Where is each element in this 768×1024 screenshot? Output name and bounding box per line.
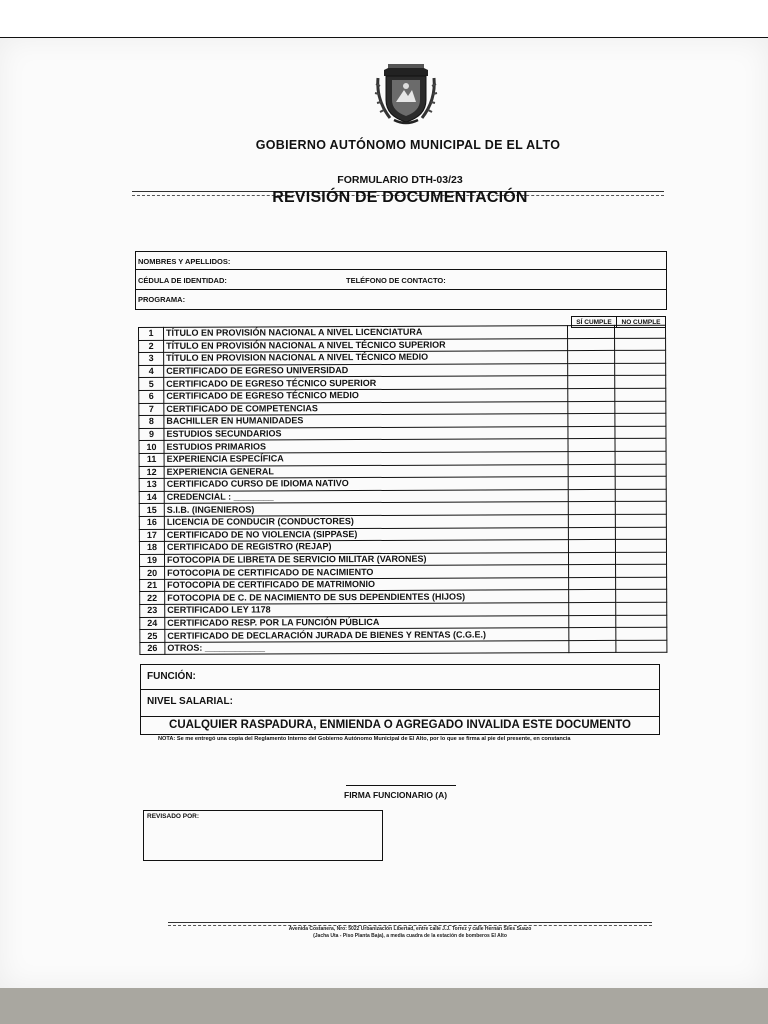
yes-checkbox-cell: [569, 602, 616, 615]
no-checkbox-cell: [615, 552, 666, 565]
no-checkbox-cell: [615, 451, 666, 464]
footer-address-line2: (Jacha Uta - Piso Planta Baja), a media cuadra de la estación de bomberos El Alto: [313, 932, 507, 939]
item-description: ESTUDIOS PRIMARIOS: [164, 439, 568, 453]
item-description: CERTIFICADO DE EGRESO UNIVERSIDAD: [164, 363, 568, 377]
yes-checkbox-cell: [568, 540, 615, 553]
document-title: REVISIÓN DE DOCUMENTACIÓN: [272, 189, 528, 206]
function-field: [140, 664, 660, 690]
yes-checkbox-cell: [568, 514, 615, 527]
no-checkbox-cell: [616, 577, 667, 590]
no-checkbox-cell: [615, 350, 666, 363]
municipal-seal-icon: [374, 56, 438, 126]
item-number: 9: [139, 428, 164, 441]
names-field-label: NOMBRES Y APELLIDOS:: [138, 257, 231, 266]
reviewed-by-label: REVISADO POR:: [147, 813, 200, 820]
no-checkbox-cell: [615, 426, 666, 439]
yes-checkbox-cell: [568, 527, 615, 540]
salary-field: [140, 689, 660, 717]
item-number: 24: [140, 617, 165, 630]
reviewed-by-box: [143, 810, 383, 861]
item-description: FOTOCOPIA DE C. DE NACIMIENTO DE SUS DEPENDIENTES (HIJOS): [165, 590, 569, 604]
item-description: CERTIFICADO DE REGISTRO (REJAP): [164, 540, 568, 554]
yes-checkbox-cell: [569, 615, 616, 628]
item-number: 14: [139, 491, 164, 504]
program-field-label: PROGRAMA:: [138, 295, 186, 304]
no-checkbox-cell: [615, 388, 666, 401]
item-number: 6: [139, 390, 164, 403]
signature-label: FIRMA FUNCIONARIO (A): [344, 790, 448, 800]
no-checkbox-cell: [615, 413, 666, 426]
id-field-label: CÉDULA DE IDENTIDAD:: [138, 276, 227, 285]
yes-checkbox-cell: [568, 489, 615, 502]
no-checkbox-cell: [616, 627, 667, 640]
no-checkbox-cell: [615, 338, 666, 351]
yes-checkbox-cell: [568, 363, 615, 376]
no-checkbox-cell: [615, 514, 666, 527]
item-description: FOTOCOPIA DE CERTIFICADO DE MATRIMONIO: [165, 577, 569, 591]
no-checkbox-cell: [615, 464, 666, 477]
item-number: 26: [140, 642, 165, 655]
no-checkbox-cell: [615, 363, 666, 376]
salary-label: NIVEL SALARIAL:: [147, 696, 233, 707]
no-checkbox-cell: [615, 376, 666, 389]
no-checkbox-cell: [616, 615, 667, 628]
yes-checkbox-cell: [568, 502, 615, 515]
item-description: CERTIFICADO DE COMPETENCIAS: [164, 401, 568, 415]
function-label: FUNCIÓN:: [147, 671, 196, 682]
yes-checkbox-cell: [568, 477, 615, 490]
item-description: CERTIFICADO DE DECLARACIÓN JURADA DE BIENES Y RENTAS (C.G.E.): [165, 628, 569, 642]
footer-address: [170, 926, 650, 939]
item-number: 1: [139, 327, 164, 340]
form-code: FORMULARIO DTH-03/23: [337, 174, 463, 186]
yes-checkbox-cell: [568, 426, 615, 439]
item-number: 15: [139, 504, 164, 517]
yes-checkbox-cell: [568, 338, 615, 351]
footer-address-line1: Avenida Costanera, Nro: 5022 Urbanización Libertad, entre calle J.J. Torrez y calle Hernán Siles Suazo: [288, 926, 532, 932]
no-checkbox-cell: [615, 439, 666, 452]
yes-checkbox-cell: [568, 376, 615, 389]
no-checkbox-cell: [616, 564, 667, 577]
item-description: ESTUDIOS SECUNDARIOS: [164, 426, 568, 440]
item-description: FOTOCOPIA DE CERTIFICADO DE NACIMIENTO: [165, 565, 569, 579]
item-description: TÍTULO EN PROVISION NACIONAL A NIVEL TÉCNICO MEDIO: [164, 351, 568, 365]
item-description: CERTIFICADO DE EGRESO TÉCNICO MEDIO: [164, 389, 568, 403]
signature-line: [346, 785, 456, 786]
item-number: 11: [139, 453, 164, 466]
item-description: S.I.B. (INGENIEROS): [164, 502, 568, 516]
no-checkbox-cell: [615, 502, 666, 515]
item-number: 10: [139, 441, 164, 454]
yes-checkbox-cell: [569, 577, 616, 590]
yes-checkbox-cell: [569, 565, 616, 578]
item-number: 5: [139, 378, 164, 391]
no-checkbox-cell: [615, 527, 666, 540]
no-checkbox-cell: [616, 640, 667, 653]
item-description: OTROS: ____________: [165, 640, 569, 654]
footer-rule: [168, 922, 652, 923]
item-number: 2: [139, 340, 164, 353]
item-description: CERTIFICADO DE EGRESO TÉCNICO SUPERIOR: [164, 376, 568, 390]
yes-checkbox-cell: [569, 628, 616, 641]
scan-bottom-margin: [0, 988, 768, 1024]
item-description: CERTIFICADO DE NO VIOLENCIA (SIPPASE): [164, 527, 568, 541]
checklist-table: [138, 325, 667, 656]
column-header-yes: SÍ CUMPLE: [571, 316, 617, 328]
item-number: 16: [139, 516, 164, 529]
item-number: 13: [139, 479, 164, 492]
item-number: 20: [140, 567, 165, 580]
item-number: 17: [139, 529, 164, 542]
column-header-no: NO CUMPLE: [616, 316, 666, 328]
item-number: 7: [139, 403, 164, 416]
yes-checkbox-cell: [568, 388, 615, 401]
item-description: CERTIFICADO LEY 1178: [165, 603, 569, 617]
yes-checkbox-cell: [569, 590, 616, 603]
yes-checkbox-cell: [568, 401, 615, 414]
yes-checkbox-cell: [568, 464, 615, 477]
item-number: 3: [139, 353, 164, 366]
checklist-row: [140, 640, 667, 655]
item-description: CERTIFICADO CURSO DE IDIOMA NATIVO: [164, 477, 568, 491]
no-checkbox-cell: [615, 401, 666, 414]
no-checkbox-cell: [616, 602, 667, 615]
item-description: EXPERIENCIA ESPECÍFICA: [164, 452, 568, 466]
no-checkbox-cell: [615, 489, 666, 502]
yes-checkbox-cell: [568, 552, 615, 565]
item-description: BACHILLER EN HUMANIDADES: [164, 414, 568, 428]
yes-checkbox-cell: [568, 439, 615, 452]
yes-checkbox-cell: [568, 414, 615, 427]
item-number: 8: [139, 416, 164, 429]
item-description: TÍTULO EN PROVISIÓN NACIONAL A NIVEL LICENCIATURA: [164, 326, 568, 340]
item-description: CREDENCIAL : ________: [164, 489, 568, 503]
item-number: 25: [140, 630, 165, 643]
item-number: 19: [139, 554, 164, 567]
scan-top-margin: [0, 0, 768, 38]
no-checkbox-cell: [615, 539, 666, 552]
yes-checkbox-cell: [568, 451, 615, 464]
item-description: FOTOCOPIA DE LIBRETA DE SERVICIO MILITAR (VARONES): [164, 552, 568, 566]
yes-checkbox-cell: [569, 640, 616, 653]
item-number: 4: [139, 365, 164, 378]
no-checkbox-cell: [614, 325, 665, 338]
item-number: 12: [139, 466, 164, 479]
receipt-note: NOTA: Se me entregó una copia del Reglamento Interno del Gobierno Autónomo Municipal de El Alto, por lo que se firma al pie del presente, en constancia: [158, 736, 571, 742]
item-number: 18: [139, 541, 164, 554]
no-checkbox-cell: [616, 590, 667, 603]
item-description: CERTIFICADO RESP. POR LA FUNCIÓN PÚBLICA: [165, 615, 569, 629]
phone-field-label: TELÉFONO DE CONTACTO:: [346, 276, 446, 285]
item-description: TÍTULO EN PROVISIÓN NACIONAL A NIVEL TÉCNICO SUPERIOR: [164, 338, 568, 352]
item-number: 22: [140, 592, 165, 605]
no-checkbox-cell: [615, 476, 666, 489]
item-description: LICENCIA DE CONDUCIR (CONDUCTORES): [164, 515, 568, 529]
invalidation-warning: CUALQUIER RASPADURA, ENMIENDA O AGREGADO INVALIDA ESTE DOCUMENTO: [140, 716, 660, 735]
yes-checkbox-cell: [567, 325, 614, 338]
yes-checkbox-cell: [568, 351, 615, 364]
item-description: EXPERIENCIA GENERAL: [164, 464, 568, 478]
item-number: 21: [140, 579, 165, 592]
entity-name: GOBIERNO AUTÓNOMO MUNICIPAL DE EL ALTO: [255, 138, 561, 152]
item-number: 23: [140, 604, 165, 617]
